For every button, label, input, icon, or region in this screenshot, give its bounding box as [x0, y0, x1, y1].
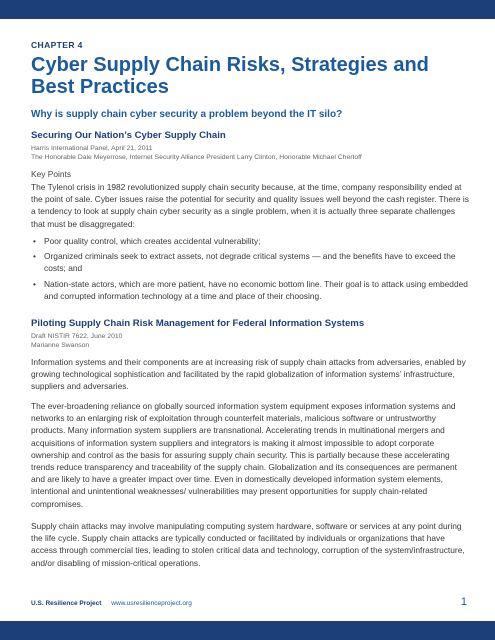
body-paragraph: Supply chain attacks may involve manipulating computing system hardware, software or services at any point during the life cycle. Supply chain attacks are typically conducted or facilitated by individuals or organizations that have access through commercial ties, leading to stolen critical data and technology, corruption of the system/infrastructure, and/or disabling of mission-critical operations.	[31, 521, 465, 568]
key-points-label: Key Points	[31, 169, 72, 179]
bullet-icon: •	[33, 278, 36, 289]
footer	[31, 600, 192, 607]
page-title: Cyber Supply Chain Risks, Strategies and Best Practices	[31, 54, 429, 98]
section-meta-line: Harris International Panel, April 21, 2011	[31, 145, 153, 152]
section-heading-securing: Securing Our Nation’s Cyber Supply Chain	[31, 130, 226, 141]
key-points-paragraph: The Tylenol crisis in 1982 revolutionized supply chain security because, at the time, company responsibility ended at the point of sale. Cyber issues raise the potential for security and quality issues well beyond the cash register. There is a tendency to look at supply chain cyber security as a single problem, when it is actually three separate challenges that must be disaggregated:	[31, 182, 469, 229]
list-item: • Poor quality control, which creates accidental vulnerability;	[33, 236, 261, 246]
list-item: • Organized criminals seek to extract assets, not degrade critical systems — and the benefits have to exceed the costs; and	[33, 251, 456, 274]
section-heading-piloting: Piloting Supply Chain Risk Management for Federal Information Systems	[31, 318, 365, 329]
footer-band	[0, 621, 495, 640]
section-meta-line: Marianne Swanson	[31, 342, 90, 349]
key-points-list	[31, 235, 471, 305]
body-paragraph: The ever-broadening reliance on globally sourced information system equipment exposes information systems and networks to an enlarging risk of exploitation through counterfeit materials, malicious software or untrustworthy products. Many information system suppliers are transnational. Accelerating trends in multinational mergers and acquisitions of information system suppliers and integrators is making it almost impossible to adopt corporate ownership and control as the basis for assuring supply chain security. This is partially because these accelerating trends reduce transparency and traceability of the supply chain. Globalization and its consequences are permanent and are likely to have a greater impact over time. Even in domestically developed information system elements, intentional and unintentional weaknesses/ vulnerabilities may present opportunities for supply chain-related compromises.	[31, 401, 457, 509]
header-band	[0, 0, 495, 19]
list-item: • Nation-state actors, which are more patient, have no economic bottom line. Their goal is to attack using embedded and corrupted information technology at a time and place of their choosing.	[33, 278, 468, 301]
section-meta-line: The Honorable Dale Meyerrose, Internet Security Alliance President Larry Clinton, Honorable Michael Chertoff	[31, 154, 362, 161]
chapter-label: CHAPTER 4	[31, 40, 83, 50]
bullet-icon: •	[33, 236, 36, 246]
footer-url-link[interactable]: www.usresilienceproject.org	[111, 600, 192, 607]
bullet-icon: •	[33, 251, 36, 262]
footer-org: U.S. Resilience Project	[31, 600, 102, 607]
page-subtitle: Why is supply chain cyber security a problem beyond the IT silo?	[31, 109, 343, 120]
body-paragraph: Information systems and their components are at increasing risk of supply chain attacks from adversaries, enabled by growing technological sophistication and facilitated by the rapid globalization of information systems’ infrastructure, suppliers and adversaries.	[31, 357, 466, 392]
page-number: 1	[460, 596, 467, 608]
section-meta-line: Draft NISTIR 7622, June 2010	[31, 333, 123, 340]
